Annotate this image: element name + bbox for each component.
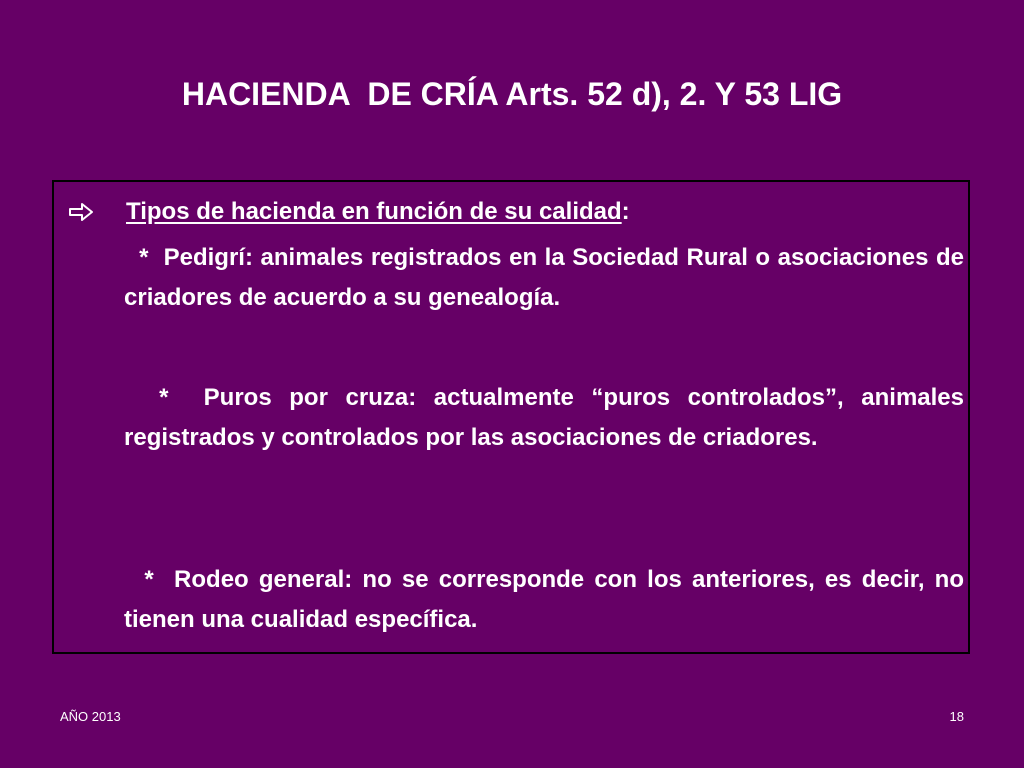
list-item-pedigri: * Pedigrí: animales registrados en la Sociedad Rural o asociaciones de criadores de acuerdo a su genealogía. (124, 244, 971, 311)
footer-year: AÑO 2013 (60, 709, 121, 724)
bullet-heading (126, 194, 630, 230)
slide-title: HACIENDA DE CRÍA Arts. 52 d), 2. Y 53 LIG (181, 76, 843, 112)
arrow-right-outline-icon (68, 202, 94, 222)
page-number: 18 (949, 709, 964, 724)
list-item-rodeo-general: * Rodeo general: no se corresponde con los anteriores, es decir, no tienen una cualidad específica. (124, 566, 971, 633)
bullet-heading-text: Tipos de hacienda en función de su calidad (126, 198, 622, 225)
bullet-heading-row (68, 194, 630, 230)
bullet-heading-colon: : (621, 198, 630, 225)
content-box (52, 180, 970, 654)
list-item-puros-por-cruza: * Puros por cruza: actualmente “puros controlados”, animales registrados y controlados por las asociaciones de criadores. (124, 384, 971, 451)
